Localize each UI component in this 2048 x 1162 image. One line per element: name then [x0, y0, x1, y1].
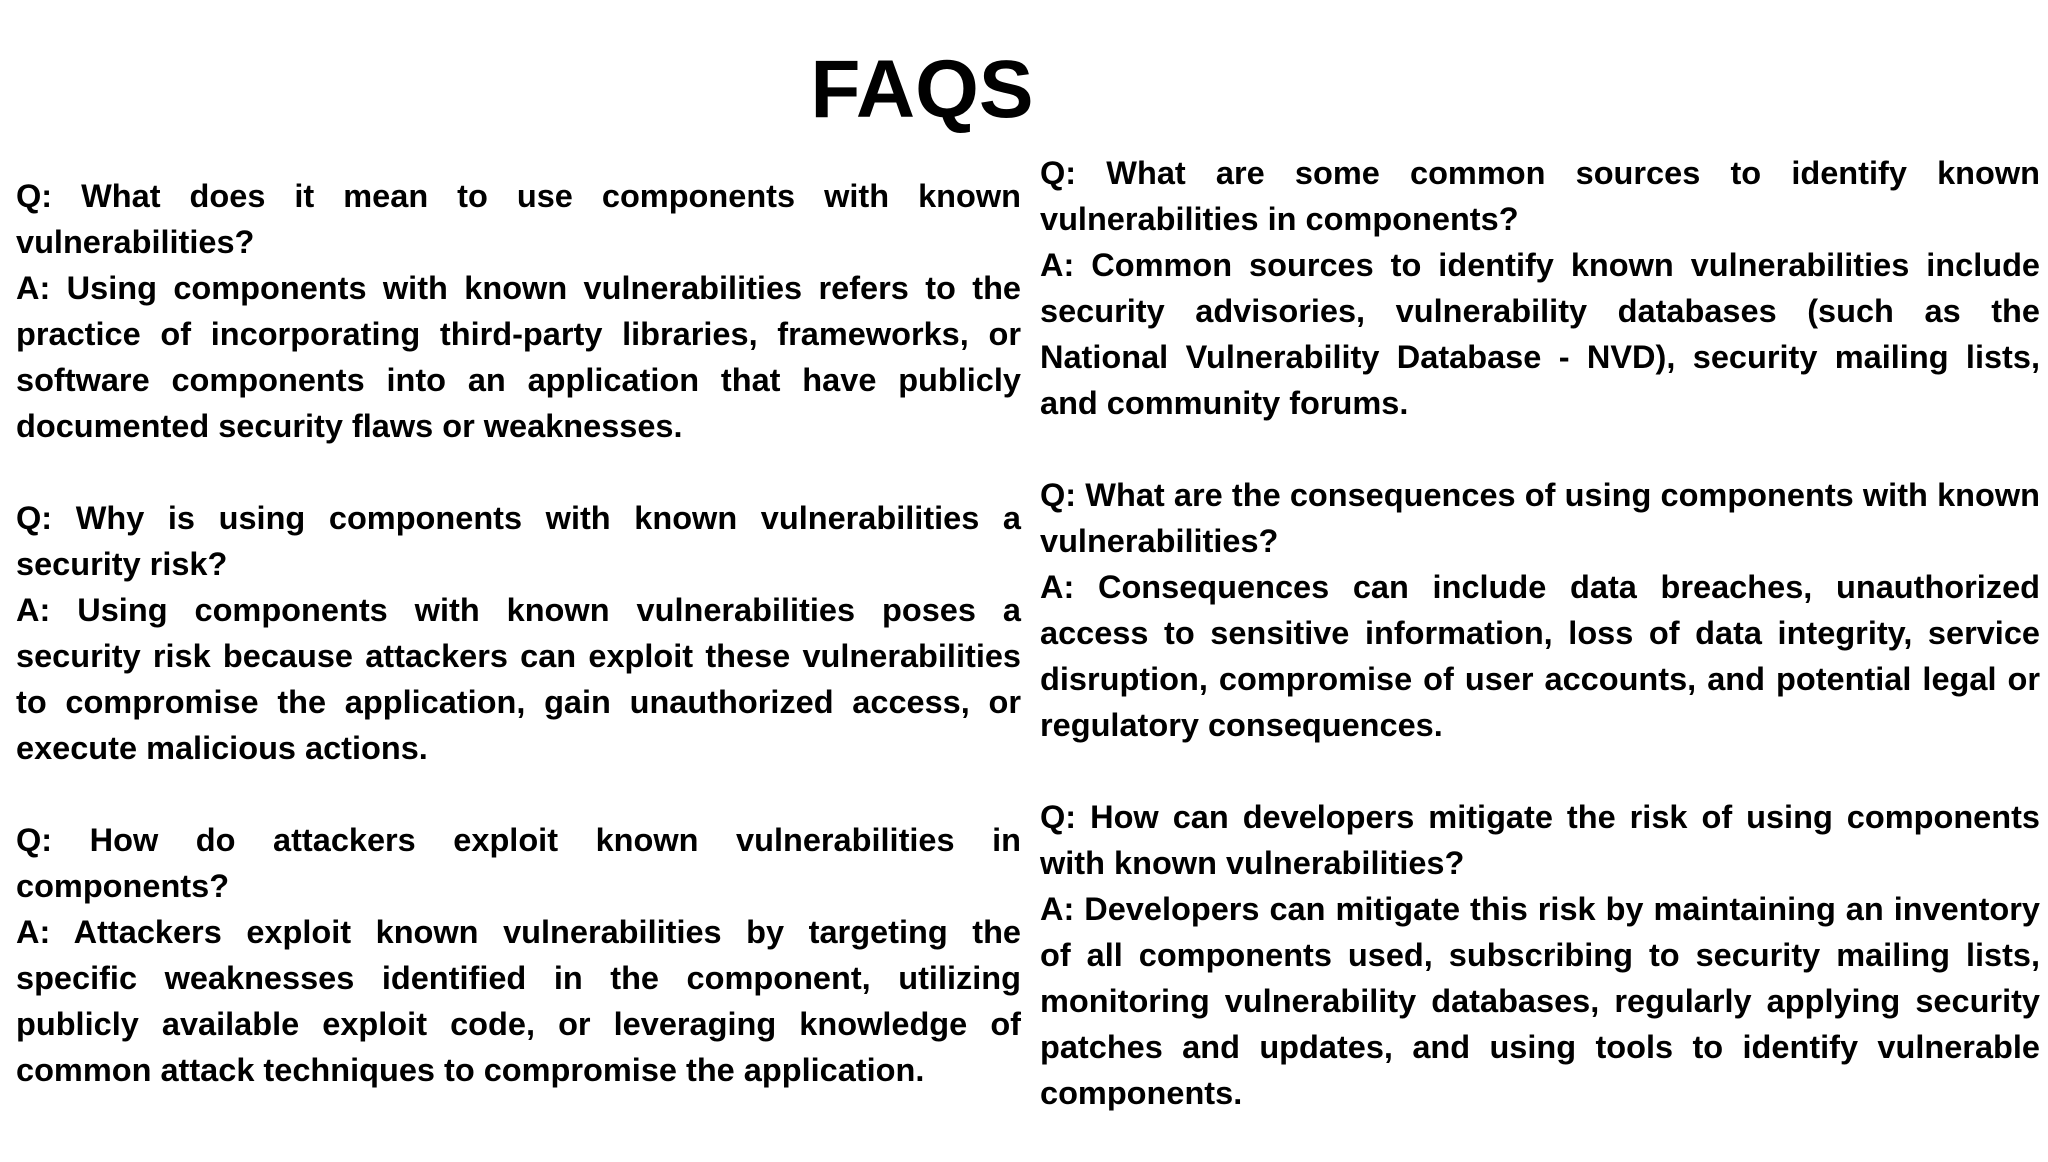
faq-question: Q: How can developers mitigate the risk of using components with known vulnerabilities? — [1040, 799, 2040, 881]
faq-answer: A: Developers can mitigate this risk by maintaining an inventory of all components used, subscribing to security mailing lists, monitoring vulnerability databases, regularly applying security patches and updates, and using tools to identify vulnerable components. — [1040, 891, 2040, 1111]
faq-answer: A: Attackers exploit known vulnerabilities by targeting the specific weaknesses identified in the component, utilizing publicly available exploit code, or leveraging knowledge of common attack techniques to compromise the application. — [16, 914, 1021, 1088]
faq-column-left — [16, 173, 1021, 1139]
faq-question: Q: What are the consequences of using components with known vulnerabilities? — [1040, 477, 2040, 559]
page-title: FAQS — [810, 44, 1034, 135]
faq-question: Q: What does it mean to use components with known vulnerabilities? — [16, 178, 1021, 260]
faq-item-6 — [1040, 794, 2040, 1116]
faq-answer: A: Consequences can include data breaches, unauthorized access to sensitive information, loss of data integrity, service disruption, compromise of user accounts, and potential legal or regulatory consequences. — [1040, 569, 2040, 743]
faq-answer: A: Using components with known vulnerabilities refers to the practice of incorporating third-party libraries, frameworks, or software components into an application that have publicly documented security flaws or weaknesses. — [16, 270, 1021, 444]
faq-item-4 — [1040, 150, 2040, 426]
faq-answer: A: Common sources to identify known vulnerabilities include security advisories, vulnerability databases (such as the National Vulnerability Database - NVD), security mailing lists, and community forums. — [1040, 247, 2040, 421]
faq-column-right — [1040, 150, 2040, 1162]
faq-question: Q: How do attackers exploit known vulnerabilities in components? — [16, 822, 1021, 904]
faq-answer: A: Using components with known vulnerabilities poses a security risk because attackers can exploit these vulnerabilities to compromise the application, gain unauthorized access, or execute malicious actions. — [16, 592, 1021, 766]
faq-question: Q: What are some common sources to identify known vulnerabilities in components? — [1040, 155, 2040, 237]
faq-question: Q: Why is using components with known vulnerabilities a security risk? — [16, 500, 1021, 582]
faq-item-2 — [16, 495, 1021, 771]
faq-item-5 — [1040, 472, 2040, 748]
faq-item-3 — [16, 817, 1021, 1093]
faq-item-1 — [16, 173, 1021, 449]
